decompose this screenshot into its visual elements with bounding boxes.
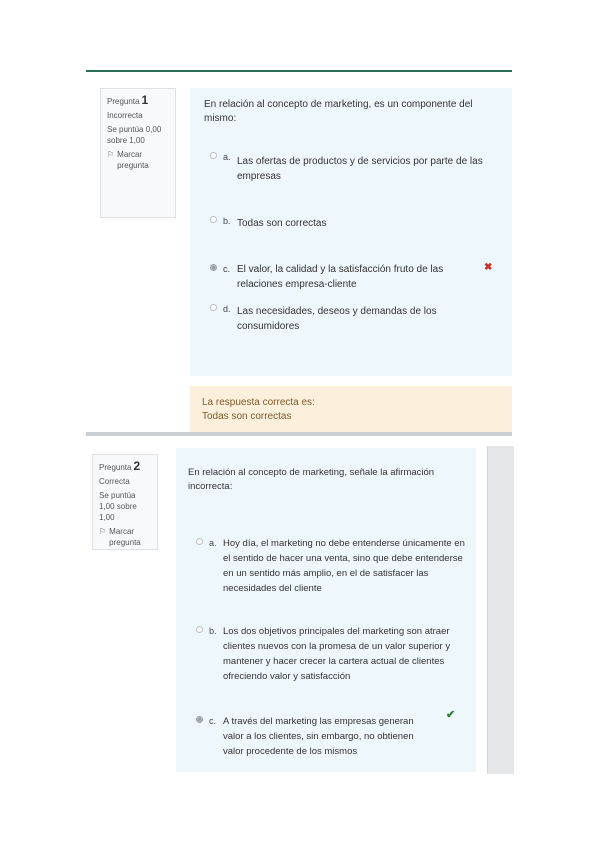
radio-a[interactable] — [210, 152, 217, 159]
question-1-screenshot — [86, 70, 512, 436]
radio-b[interactable] — [196, 626, 203, 633]
question-1-option-d[interactable]: d. Las necesidades, deseos y demandas de los consumidores — [210, 302, 460, 334]
feedback-title: La respuesta correcta es: — [202, 397, 315, 408]
incorrect-icon: ✖ — [484, 262, 493, 273]
question-2-state: Correcta — [99, 477, 130, 486]
question-1-state: Incorrecta — [107, 111, 143, 120]
flag-label: Marcar pregunta — [117, 150, 149, 170]
question-1-grade: Se puntúa 0,00 sobre 1,00 — [107, 125, 162, 145]
question-1-option-c[interactable]: c. El valor, la calidad y la satisfacción fruto de las relaciones empresa-cliente — [210, 262, 460, 292]
radio-b[interactable] — [210, 216, 217, 223]
question-1-text: En relación al concepto de marketing, es un componente del mismo: — [204, 99, 473, 124]
question-2-text: En relación al concepto de marketing, señale la afirmación incorrecta: — [188, 467, 435, 492]
question-2-info — [92, 454, 158, 550]
feedback-answer: Todas son correctas — [202, 411, 292, 422]
flag-label: Marcar pregunta — [109, 527, 141, 547]
question-2-option-c[interactable]: c. A través del marketing las empresas generan valor a los clientes, sin embargo, no obtienen valor procedente de los mismos — [196, 714, 436, 759]
bottom-border — [86, 432, 512, 436]
question-2-grade: Se puntúa 1,00 sobre 1,00 — [99, 491, 137, 522]
top-border — [86, 70, 512, 72]
question-2-number: Pregunta 2 — [99, 459, 141, 473]
question-1-option-a[interactable]: a. Las ofertas de productos y de servicios por parte de las empresas — [210, 150, 500, 184]
radio-a[interactable] — [196, 538, 203, 545]
scrollbar[interactable] — [487, 446, 514, 774]
radio-d[interactable] — [210, 304, 217, 311]
radio-c-selected[interactable] — [210, 264, 217, 271]
question-1-number: Pregunta 1 — [107, 93, 149, 107]
question-2-formulation — [176, 448, 476, 772]
question-2-screenshot — [90, 446, 514, 774]
question-1-info — [100, 88, 176, 218]
question-2-option-a[interactable]: a. Hoy día, el marketing no debe entenderse únicamente en el sentido de hacer una venta, sino que debe entenderse en un sentido más amplio, en el de satisfacer las necesidades del cliente — [196, 536, 466, 596]
flag-icon: ⚐ — [99, 527, 107, 536]
flag-icon: ⚐ — [107, 150, 115, 159]
radio-c-selected[interactable] — [196, 716, 203, 723]
flag-question-1-button[interactable] — [107, 149, 169, 171]
correct-check-icon: ✔ — [446, 709, 456, 721]
question-2-option-b[interactable]: b. Los dos objetivos principales del marketing son atraer clientes nuevos con la promesa de un valor superior y mantener y hacer crecer la cartera actual de clientes ofreciendo valor y satisfacción — [196, 624, 466, 684]
flag-question-2-button[interactable] — [99, 526, 151, 548]
question-1-formulation — [190, 88, 512, 376]
question-1-option-b[interactable]: b. Todas son correctas — [210, 214, 500, 231]
question-1-feedback — [190, 386, 512, 432]
